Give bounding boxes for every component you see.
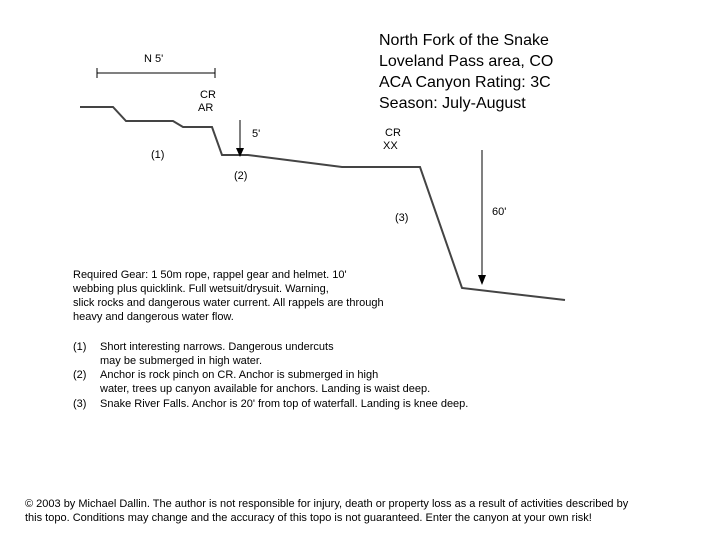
marker-3: (3) [395, 212, 409, 224]
note-1-line-2: may be submerged in high water. [100, 355, 263, 367]
anchor-2-type-label: XX [383, 140, 398, 152]
gear-line-2: webbing plus quicklink. Full wetsuit/drysuit. Warning, [73, 283, 329, 295]
note-2-line-2: water, trees up canyon available for anchors. Landing is waist deep. [100, 383, 431, 395]
route-title: North Fork of the Snake [379, 32, 549, 49]
gear-line-4: heavy and dangerous water flow. [73, 311, 234, 323]
note-3-number: (3) [73, 398, 87, 410]
anchor-1-type-label: AR [198, 102, 214, 114]
anchor-2-side-label: CR [385, 127, 401, 139]
gear-line-1: Required Gear: 1 50m rope, rappel gear and helmet. 10' [73, 269, 347, 281]
footer-line-1: © 2003 by Michael Dallin. The author is not responsible for injury, death or property loss as a result of activities described by [25, 498, 629, 510]
gear-line-3: slick rocks and dangerous water current. All rappels are through [73, 297, 384, 309]
copyright-footer [25, 497, 628, 525]
distance-bracket [97, 68, 215, 78]
marker-1: (1) [151, 149, 165, 161]
note-3-line-1: Snake River Falls. Anchor is 20' from top of waterfall. Landing is knee deep. [100, 398, 469, 410]
approach-direction-label: N 5' [144, 53, 164, 65]
canyon-rating: ACA Canyon Rating: 3C [379, 74, 551, 91]
season: Season: July-August [379, 95, 526, 112]
note-2-number: (2) [73, 369, 87, 381]
rappel-arrow-1 [236, 120, 244, 157]
note-1-line-1: Short interesting narrows. Dangerous undercuts [100, 341, 334, 353]
footer-line-2: this topo. Conditions may change and the accuracy of this topo is not guaranteed. Enter the canyon at your own risk! [25, 512, 592, 524]
note-2-line-1: Anchor is rock pinch on CR. Anchor is submerged in high [100, 369, 379, 381]
rappel-arrow-2 [478, 150, 486, 285]
rappel-1-height-label: 5' [252, 128, 261, 140]
route-location: Loveland Pass area, CO [379, 53, 554, 70]
anchor-1-side-label: CR [200, 89, 216, 101]
rappel-2-height-label: 60' [492, 206, 507, 218]
marker-2: (2) [234, 170, 248, 182]
note-1-number: (1) [73, 341, 87, 353]
